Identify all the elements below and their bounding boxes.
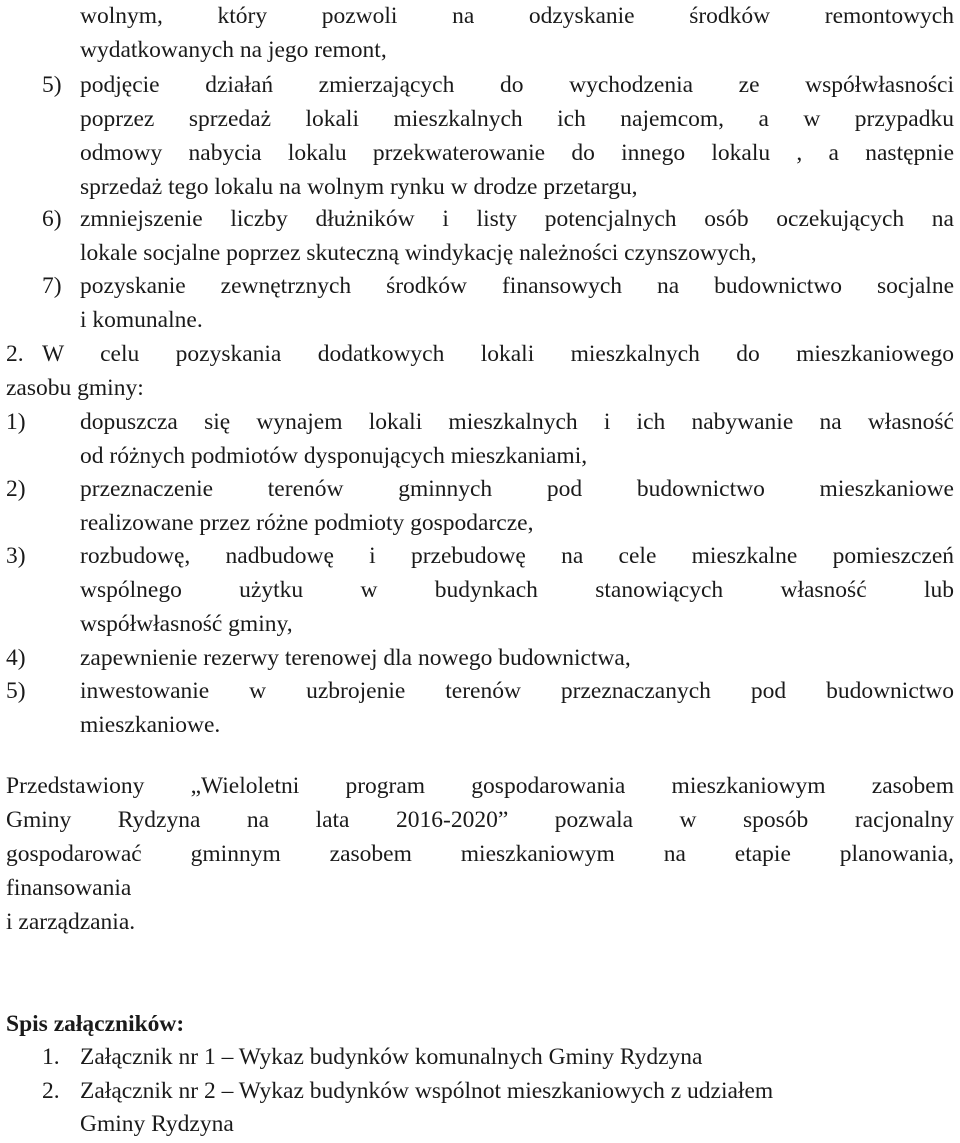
list-item-line: mieszkaniowe. bbox=[80, 712, 221, 738]
summary-line: Gminy Rydzyna na lata 2016-2020” pozwala w sposób racjonalny bbox=[6, 807, 954, 833]
list-item bbox=[42, 203, 954, 271]
list-item-line: podjęcie działań zmierzających do wychodzenia ze współwłasności bbox=[80, 72, 954, 98]
paragraph-line: wydatkowanych na jego remont, bbox=[80, 37, 387, 63]
list-item-number: 7) bbox=[42, 273, 62, 299]
section-number: 2. bbox=[6, 341, 24, 367]
list-item-line: inwestowanie w uzbrojenie terenów przeznaczanych pod budownictwo bbox=[80, 678, 954, 704]
paragraph-line: wolnym, który pozwoli na odzyskanie środków remontowych bbox=[80, 3, 954, 29]
list-item-line: sprzedaż tego lokalu na wolnym rynku w drodze przetargu, bbox=[80, 174, 638, 200]
section-intro-line: zasobu gminy: bbox=[6, 375, 144, 401]
attachment-item bbox=[42, 1041, 954, 1075]
list-item-line: poprzez sprzedaż lokali mieszkalnych ich najemcom, a w przypadku bbox=[80, 106, 954, 132]
list-item-number: 2) bbox=[6, 476, 26, 502]
summary-line: Przedstawiony „Wieloletni program gospodarowania mieszkaniowym zasobem bbox=[6, 773, 954, 799]
list-item-line: od różnych podmiotów dysponujących mieszkaniami, bbox=[80, 443, 588, 469]
list-item-line: wspólnego użytku w budynkach stanowiących własność lub bbox=[80, 577, 954, 603]
attachment-number: 1. bbox=[42, 1044, 60, 1070]
list-item bbox=[6, 540, 954, 642]
list-item-line: zmniejszenie liczby dłużników i listy potencjalnych osób oczekujących na bbox=[80, 206, 954, 232]
list-item-line: zapewnienie rezerwy terenowej dla nowego budownictwa, bbox=[80, 645, 631, 671]
list-item bbox=[6, 642, 954, 676]
list-item-line: rozbudowę, nadbudowę i przebudowę na cele mieszkalne pomieszczeń bbox=[80, 543, 954, 569]
list-item-line: współwłasność gminy, bbox=[80, 611, 293, 637]
summary-line: gospodarować gminnym zasobem mieszkaniowym na etapie planowania, bbox=[6, 841, 954, 867]
attachments-heading: Spis załączników: bbox=[6, 1011, 185, 1037]
attachment-line: Załącznik nr 2 – Wykaz budynków wspólnot mieszkaniowych z udziałem bbox=[80, 1078, 774, 1104]
attachment-line: Gminy Rydzyna bbox=[80, 1111, 234, 1137]
list-item bbox=[6, 675, 954, 743]
list-item-line: pozyskanie zewnętrznych środków finansowych na budownictwo socjalne bbox=[80, 273, 954, 299]
list-item-number: 5) bbox=[42, 72, 62, 98]
summary-line: finansowania bbox=[6, 875, 132, 901]
list-item bbox=[42, 270, 954, 338]
list-item bbox=[6, 473, 954, 541]
list-item-line: i komunalne. bbox=[80, 307, 203, 333]
list-item-line: lokale socjalne poprzez skuteczną windykację należności czynszowych, bbox=[80, 240, 757, 266]
list-item-line: odmowy nabycia lokalu przekwaterowanie do innego lokalu , a następnie bbox=[80, 140, 954, 166]
list-item-number: 5) bbox=[6, 678, 26, 704]
list-item-number: 1) bbox=[6, 409, 26, 435]
list-item-line: przeznaczenie terenów gminnych pod budownictwo mieszkaniowe bbox=[80, 476, 954, 502]
list-item-number: 4) bbox=[6, 645, 26, 671]
list-item-line: dopuszcza się wynajem lokali mieszkalnych i ich nabywanie na własność bbox=[80, 409, 954, 435]
summary-line: i zarządzania. bbox=[6, 909, 136, 935]
list-item-number: 6) bbox=[42, 206, 62, 232]
list-item bbox=[6, 406, 954, 474]
attachment-number: 2. bbox=[42, 1078, 60, 1104]
list-item-number: 3) bbox=[6, 543, 26, 569]
list-item bbox=[42, 69, 954, 203]
attachment-line: Załącznik nr 1 – Wykaz budynków komunalnych Gminy Rydzyna bbox=[80, 1044, 703, 1070]
attachment-item bbox=[42, 1075, 954, 1143]
section-intro-line: W celu pozyskania dodatkowych lokali mieszkalnych do mieszkaniowego bbox=[42, 341, 954, 367]
list-item-line: realizowane przez różne podmioty gospodarcze, bbox=[80, 510, 534, 536]
